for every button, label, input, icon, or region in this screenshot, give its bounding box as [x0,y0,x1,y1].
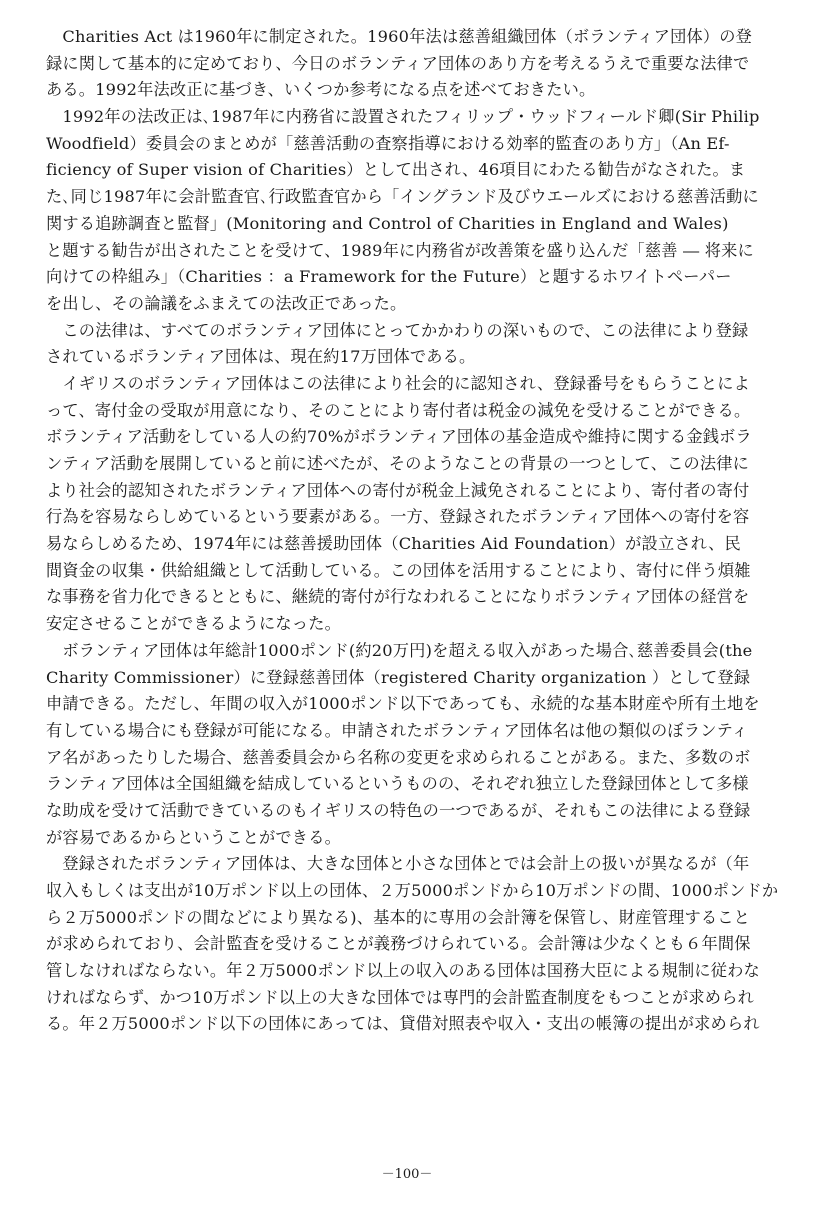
text-line: Woodfield）委員会のまとめが「慈善活動の査察指導における効率的監査のあり方」（An Ef- [46,133,730,153]
page-number: －100－ [381,1167,433,1182]
text-line: を出し、その論議をふまえての法改正であった。 [46,293,407,313]
text-line: 関する追跡調査と監督」(Monitoring and Control of Charities in England and Wales) [46,213,729,233]
text-line: 易ならしめるため、1974年には慈善援助団体（Charities Aid Foundation）が設立され、民 [46,534,741,554]
text-line: な助成を受けて活動できているのもイギリスの特色の一つであるが、それもこの法律による登録 [46,800,751,820]
text-line: ア名があったりした場合、慈善委員会から名称の変更を求められることがある。また、多数のボ [46,747,751,767]
text-line: ければならず、かつ10万ポンド以上の大きな団体では専門的会計監査制度をもつことが求められ [46,987,754,1007]
text-line: この法律は、すべてのボランティア団体にとってかかわりの深いもので、この法律により登録 [46,320,749,340]
text-line: 申請できる。ただし、年間の収入が1000ポンド以下であっても、永続的な基本財産や所有土地を [46,694,760,714]
text-line: 向けての枠組み」（Charities ：a Framework for the Future）と題するホワイトペーパー [46,267,732,287]
text-line: ficiency of Super vision of Charities）として出され、46項目にわたる勧告がなされた。ま [46,160,746,180]
text-line: 収入もしくは支出が10万ポンド以上の団体、２万5000ポンドから10万ポンドの間、1000ポンドか [46,881,779,900]
text-line: ボランティア活動をしている人の約70%がボランティア団体の基金造成や維持に関する金銭ボラ [46,427,752,447]
text-line: 1992年の法改正は､1987年に内務省に設置されたフィリップ・ウッドフィールド卿(Sir Philip [46,107,760,127]
text-line: ボランティア団体は年総計1000ポンド(約20万円)を超える収入があった場合､慈善委員会(the [46,640,753,660]
text-line: ンティア活動を展開していると前に述べたが、そのようなことの背景の一つとして、この法律に [46,454,750,473]
text-line: Charity Commissioner）に登録慈善団体（registered Charity organization ）として登録 [46,667,751,687]
text-line: ランティア団体は全国組織を結成しているというものの、それぞれ独立した登録団体として多様 [46,774,749,794]
text-line: 管しなければならない。年２万5000ポンド以上の収入のある団体は国務大臣による規制に従わな [46,961,760,981]
text-line: より社会的認知されたボランティア団体への寄付が税金上減免されることにより、寄付者の寄付 [46,480,750,500]
text-line: ある。1992年法改正に基づき、いくつか参考になる点を述べておきたい。 [46,80,596,100]
body-text [46,24,780,1038]
text-line: る。年２万5000ポンド以下の団体にあっては、貸借対照表や収入・支出の帳簿の提出が求められ [46,1014,760,1034]
text-line: 録に関して基本的に定めており、今日のボランティア団体のあり方を考えるうえで重要な法律で [46,53,750,73]
text-line: 行為を容易ならしめているという要素がある。一方、登録されたボランティア団体への寄付を容 [46,507,750,527]
text-line: 登録されたボランティア団体は、大きな団体と小さな団体とでは会計上の扱いが異なるが（年 [46,854,750,874]
text-line: ら２万5000ポンドの間などにより異なる)、基本的に専用の会計簿を保管し、財産管理すること [46,907,751,927]
text-line: た､同じ1987年に会計監査官､行政監査官から「イングランド及びウエールズにおける慈善活動に [46,187,759,207]
text-line: 間資金の収集・供給組織として活動している。この団体を活用することにより、寄付に伴う煩雑 [46,560,751,580]
text-line: な事務を省力化できるとともに、継続的寄付が行なわれることになりボランティア団体の経営を [46,587,750,607]
text-line: と題する勧告が出されたことを受けて、1989年に内務省が改善策を盛り込んだ「慈善 ― 将来に [46,240,754,260]
text-line: されているボランティア団体は、現在約17万団体である。 [46,347,476,367]
text-line: が求められており、会計監査を受けることが義務づけられている。会計簿は少なくとも６年間保 [46,934,751,954]
text-line: イギリスのボランティア団体はこの法律により社会的に認知され、登録番号をもらうことによ [46,373,751,393]
text-line: Charities Act は1960年に制定された。1960年法は慈善組織団体（ボランティア団体）の登 [46,27,753,46]
text-line: 安定させることができるようになった。 [46,614,341,634]
text-line: 有している場合にも登録が可能になる。申請されたボランティア団体名は他の類似のぼランティ [46,720,749,740]
text-line: って、寄付金の受取が用意になり、そのことにより寄付者は税金の減免を受けることができる。 [46,400,751,420]
text-line: が容易であるからということができる。 [46,827,341,847]
